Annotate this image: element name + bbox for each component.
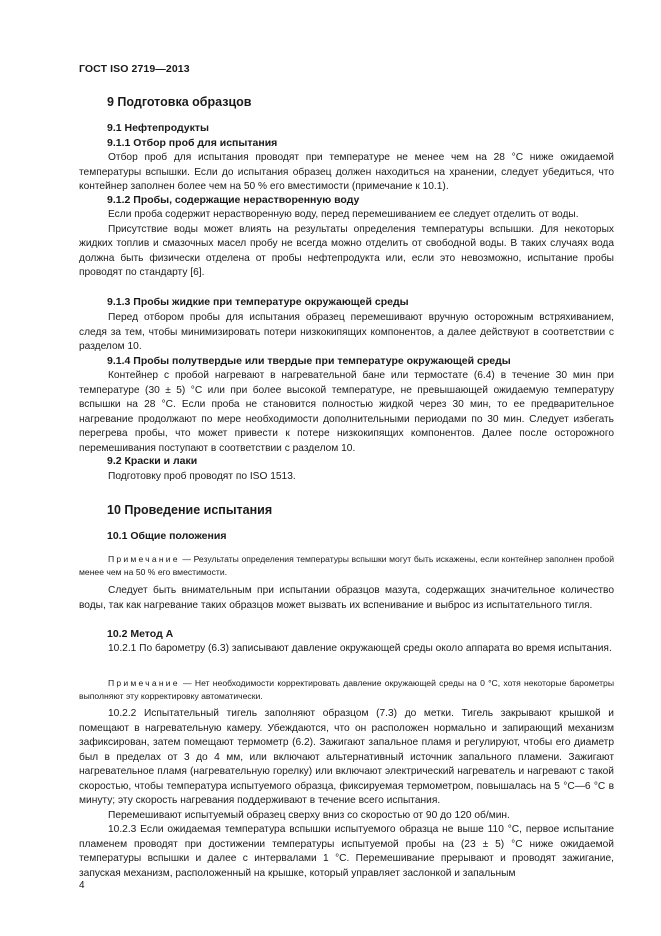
section-9-1-title: 9.1 Нефтепродукты [107,122,209,134]
running-header: ГОСТ ISO 2719—2013 [79,63,190,75]
section-9-title: 9 Подготовка образцов [107,95,252,109]
section-10-title: 10 Проведение испытания [107,503,273,517]
paragraph-9-1-2a: Если проба содержит нерастворенную воду, перед перемешиванием ее следует отделить от воды. [108,209,579,220]
section-9-1-4-title: 9.1.4 Пробы полутвердые или твердые при температуре окружающей среды [107,355,511,367]
paragraph-9-2: Подготовку проб проводят по ISO 1513. [108,471,296,482]
section-9-1-2-title: 9.1.2 Пробы, содержащие нерастворенную воду [107,194,360,206]
note-text: — Результаты определения температуры вспышки могут быть искажены, если контейнер заполнен пробой менее чем на 50 % его вместимости. [79,554,615,577]
note-label: Примечание [108,678,180,688]
paragraph-10-2-3: 10.2.3 Если ожидаемая температура вспышки испытуемого образца не выше 110 °C, первое испытание пламенем проводят при достижении температуры испытуемой пробы на (23 ± 5) °C ниже ожидаемой температуры вспышки и далее с интервалами 1 °C. Перемешивание прерывают и проводят зажигание, запуская механизм, расположенный на крышке, который управляет заслонкой и запальным [79,824,614,879]
section-10-2-title: 10.2 Метод А [107,628,174,640]
section-9-1-1-title: 9.1.1 Отбор проб для испытания [107,137,278,149]
section-10-1-title: 10.1 Общие положения [107,530,227,542]
note-10-1 [79,553,614,578]
paragraph-10-2-1: 10.2.1 По барометру (6.3) записывают давление окружающей среды около аппарата во время испытания. [108,643,612,654]
paragraph-10-2-2: 10.2.2 Испытательный тигель заполняют образцом (7.3) до метки. Тигель закрывают крышкой и помещают в нагревательную камеру. Убеждаются, что он расположен нормально и запирающий механизм зафиксирован, затем помещают термометр (6.2). Зажигают запальное пламя и регулируют, чтобы его диаметр был в пределах от 3 до 4 мм, или включают альтернативный источник запального пламени. Зажигают нагревательное пламя (нагревательную горелку) или включают электрический нагреватель и нагревают с такой скоростью, чтобы температура испытуемого образца, фиксируемая термометром, повышалась на 5 °C—6 °C в минуту; эту скорость нагревания поддерживают в течение всего испытания. [79,708,614,806]
paragraph-9-1-2b: Присутствие воды может влиять на результаты определения температуры вспышки. Для некоторых жидких топлив и смазочных масел пробу не всегда можно отделить от свободной воды. В таких случаях вода должна быть физически отделена от пробы нефтепродукта или, если это невозможно, испытание пробы проводят по стандарту [6]. [79,223,614,278]
note-label: Примечание [108,554,180,564]
paragraph-9-1-4: Контейнер с пробой нагревают в нагревательной бане или термостате (6.4) в течение 30 мин при температуре (30 ± 5) °C или при более высокой температуре, не превышающей ожидаемую температуру вспышки на 28 °C. Если проба не становится полностью жидкой через 30 мин, то ее предварительное нагревание продолжают по мере необходимости дополнительными периодами по 30 мин. Следует избегать перегрева пробы, что может привести к потере низкокипящих компонентов. Далее после осторожного перемешивания поступают в соответствии с разделом 10. [79,370,614,454]
paragraph-9-1-1: Отбор проб для испытания проводят при температуре не менее чем на 28 °C ниже ожидаемой температуры вспышки. Если до испытания образец должен находиться на хранении, следует убедиться, что контейнер заполнен более чем на 50 % его вместимости (примечание к 10.1). [79,152,614,192]
paragraph-9-1-3: Перед отбором пробы для испытания образец перемешивают вручную осторожным встряхиванием, следя за тем, чтобы минимизировать потери низкокипящих компонентов, а далее действуют в соответствии с разделом 10. [79,312,614,352]
note-10-2-1 [79,677,614,702]
section-9-2-title: 9.2 Краски и лаки [107,455,198,467]
page-number: 4 [79,880,85,891]
note-text: — Нет необходимости корректировать давление окружающей среды на 0 °C, хотя некоторые барометры выполняют эту корректировку автоматически. [79,678,615,701]
paragraph-10-2-2b: Перемешивают испытуемый образец сверху вниз со скоростью от 90 до 120 об/мин. [108,809,510,821]
section-9-1-3-title: 9.1.3 Пробы жидкие при температуре окружающей среды [107,296,409,308]
paragraph-10-1: Следует быть внимательным при испытании образцов мазута, содержащих значительное количество воды, так как нагревание таких образцов может вызвать их вспенивание и выброс из испытательного тигля. [79,585,614,611]
